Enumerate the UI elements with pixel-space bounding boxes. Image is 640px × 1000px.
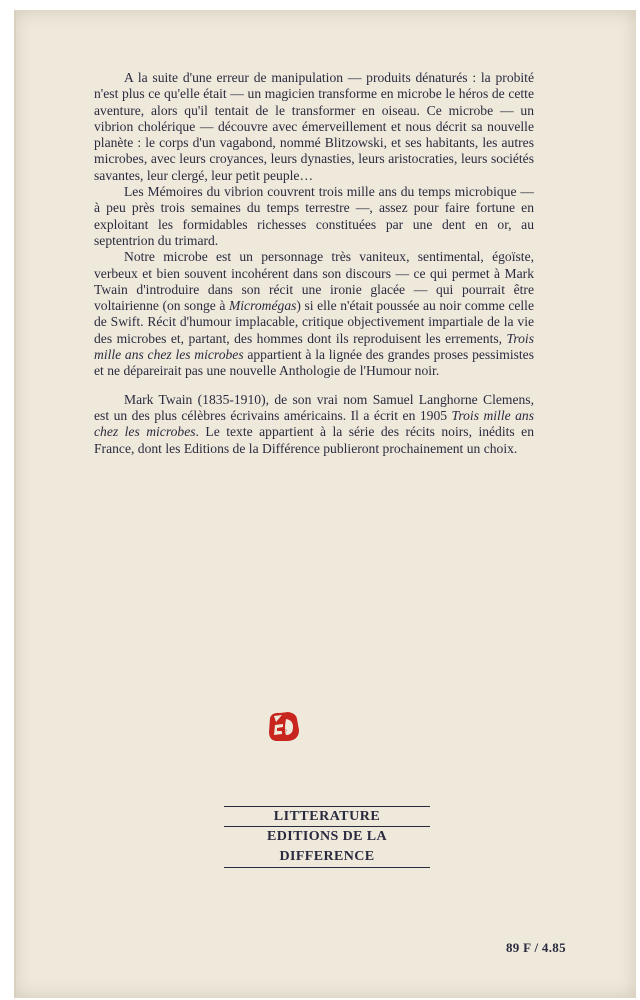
blurb-text (94, 70, 534, 457)
collection-name: LITTERATURE (224, 806, 430, 827)
price-label: 89 F / 4.85 (506, 940, 566, 955)
blurb-paragraph-3-part-b: ) si elle n'était poussée au noir comme celle de Swift. Récit d'humour implacable, critique objectivement impartiale de la vie des microbes et, partant, des hommes dont ils reproduisent les errements, (94, 298, 534, 346)
blurb-paragraph-3-part-a: Notre microbe est un personnage très vaniteux, sentimental, égoïste, verbeux et bien souvent incohérent dans son discours — ce qui permet à Mark Twain d'introduire dans son récit une ironie glacée — qui pourrait être voltairienne (on songe à (94, 249, 534, 314)
blurb-paragraph-3-part-c: appartient à la lignée des grandes proses pessimistes et ne dépareirait pas une nouvelle Anthologie de l'Humour noir. (94, 347, 534, 379)
imprint-block (224, 806, 430, 868)
author-bio-part-a: Mark Twain (1835-1910), de son vrai nom Samuel Langhorne Clemens, est un des plus célèbres écrivains américains. Il a écrit en 1905 (94, 391, 534, 423)
publisher-name: EDITIONS DE LA DIFFERENCE (224, 827, 430, 868)
blurb-paragraph-1: A la suite d'une erreur de manipulation — produits dénaturés : la probité n'est plus ce qu'elle était — un magicien transforme en microbe le héros de cette aventure, alors qu'il tentait de le transformer en oiseau. Ce microbe — un vibrion cholérique — découvre avec émerveillement et nous décrit sa nouvelle planète : le corps d'un vagabond, nommé Blitzowski, et ses habitants, les autres microbes, avec leurs croyances, leurs dynasties, leurs aristocraties, leurs sociétés savantes, leur clergé, leur petit peuple… (94, 70, 534, 183)
book-title-bio: Trois mille ans chez les microbes (94, 407, 535, 440)
title-micromegas: Micromégas (228, 298, 297, 314)
blurb-paragraph-3 (94, 249, 534, 379)
cover-edge (14, 10, 16, 998)
author-bio (94, 392, 534, 457)
book-title-inline: Trois mille ans chez les microbes (94, 330, 534, 363)
author-bio-part-b: . Le texte appartient à la série des récits noirs, inédits en France, dont les Editions de la Différence publieront prochainement un choix. (94, 424, 534, 456)
blurb-paragraph-2: Les Mémoires du vibrion couvrent trois mille ans du temps microbique — à peu près trois semaines du temps terrestre —, assez pour faire fortune en exploitant les formidables richesses constituées par une dent en or, au septentrion du trimard. (94, 184, 534, 248)
publisher-logo-icon (266, 710, 302, 744)
logo-letters: ED (281, 728, 287, 733)
